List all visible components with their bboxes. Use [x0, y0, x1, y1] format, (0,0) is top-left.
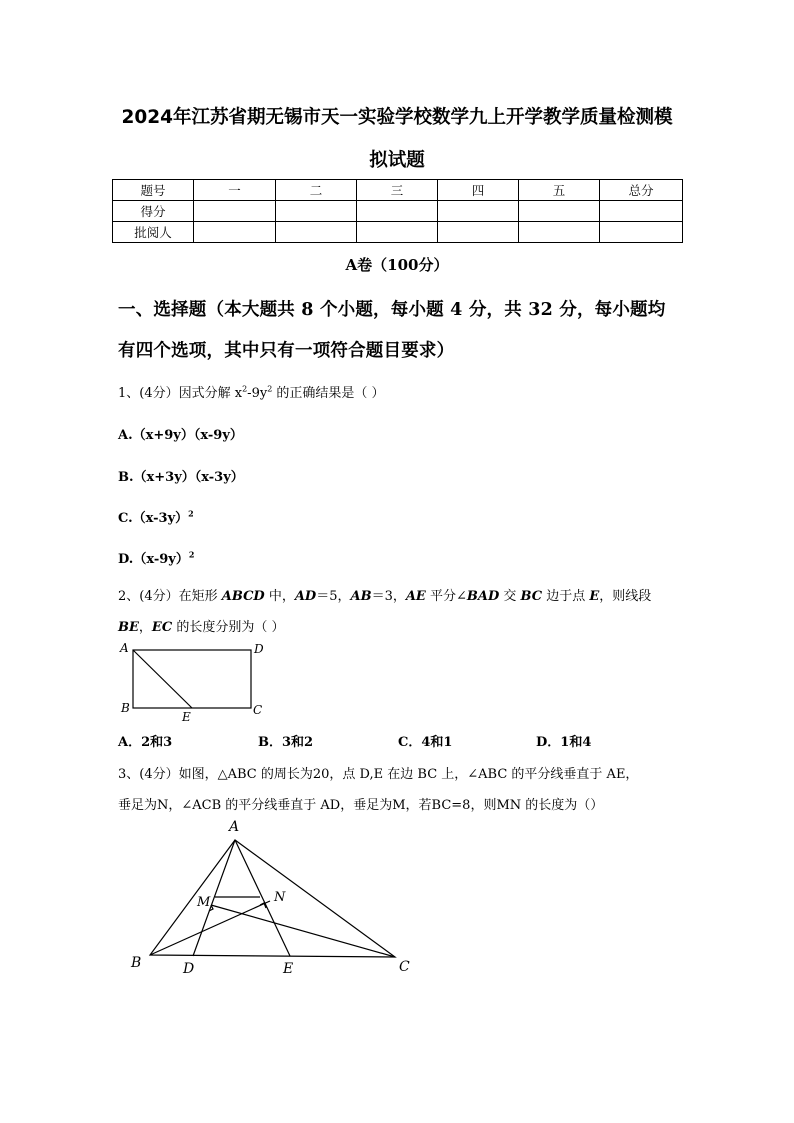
q1-option-c-exponent: 2 — [188, 508, 194, 519]
q1-option-d-exponent: 2 — [188, 549, 195, 560]
q1-exponent: 2 — [242, 384, 248, 394]
segment-ae — [133, 650, 192, 708]
q1-option-d[interactable] — [118, 548, 194, 567]
label-a: A — [229, 819, 240, 835]
q1-option-b[interactable]: B.（x+3y）（x-3y） — [118, 470, 244, 485]
label-d: D — [254, 642, 264, 656]
score-table-row — [113, 222, 683, 243]
score-table-header: 二 — [276, 180, 357, 201]
score-cell[interactable] — [438, 222, 519, 243]
q1-option-a[interactable]: A.（x+9y）（x-9y） — [118, 428, 243, 443]
score-cell[interactable] — [357, 201, 438, 222]
question-3-stem-line-2: 垂足为N，∠ACB 的平分线垂直于 AD，垂足为M，若BC=8，则MN 的长度为（） — [118, 798, 604, 813]
score-table — [112, 179, 683, 243]
label-e: E — [283, 961, 294, 977]
section-heading-line-1: 一、选择题（本大题共 8 个小题，每小题 4 分，共 32 分，每小题均 — [118, 300, 666, 320]
q1-option-c[interactable] — [118, 507, 194, 526]
q2-variable: AB — [350, 589, 372, 604]
label-a: A — [120, 641, 129, 655]
q1-text: 的正确结果是（ ） — [272, 386, 385, 401]
label-b: B — [131, 955, 142, 971]
q2-text: 2、(4分）在矩形 — [118, 589, 222, 604]
q1-text: -9y — [247, 386, 268, 401]
q1-exponent: 2 — [267, 384, 273, 394]
q2-variable: E — [589, 589, 600, 604]
q2-text: 的长度分别为（ ） — [172, 620, 285, 635]
score-cell[interactable] — [519, 222, 600, 243]
question-3-stem-line-1: 3、(4分）如图，△ABC 的周长为20，点 D,E 在边 BC 上，∠ABC 的平分线垂直于 AE， — [118, 767, 639, 782]
q3-triangle-figure — [125, 815, 425, 980]
q2-text: 交 — [499, 589, 521, 604]
rectangle-abcd — [133, 650, 251, 708]
score-table-row — [113, 201, 683, 222]
label-c: C — [399, 959, 410, 975]
q2-text: ，则线段 — [599, 589, 652, 604]
label-b: B — [121, 701, 130, 715]
q1-option-d-text: D.（x-9y） — [118, 552, 189, 567]
label-e: E — [182, 710, 191, 724]
score-table-header: 三 — [357, 180, 438, 201]
q2-variable: ABCD — [221, 589, 265, 604]
score-table-header: 五 — [519, 180, 600, 201]
q2-text: ＝5， — [316, 589, 351, 604]
page-title-line-2: 拟试题 — [369, 150, 425, 171]
q2-option-c[interactable]: C．4和1 — [398, 735, 453, 750]
q2-variable: AE — [405, 589, 426, 604]
triangle-abc — [150, 840, 395, 957]
label-n: N — [274, 890, 286, 905]
label-m: M — [197, 895, 211, 910]
q2-variable: BE — [118, 620, 139, 635]
q2-variable: AD — [294, 589, 317, 604]
q2-text: ＝3， — [371, 589, 406, 604]
q2-variable: EC — [151, 620, 173, 635]
question-2-stem-line-1 — [118, 585, 651, 604]
q2-text: ， — [138, 620, 152, 635]
question-1-stem — [118, 382, 385, 401]
score-table-header: 题号 — [113, 180, 194, 201]
bisector-c — [211, 905, 395, 957]
q2-text: 平分∠ — [425, 589, 467, 604]
score-table-header: 四 — [438, 180, 519, 201]
q2-variable: BC — [520, 589, 543, 604]
q2-option-d[interactable]: D．1和4 — [536, 735, 592, 750]
q2-text: 边于点 — [542, 589, 590, 604]
question-2-stem-line-2 — [118, 616, 284, 635]
page-title-line-1: 2024年江苏省期无锡市天一实验学校数学九上开学教学质量检测模 — [121, 107, 673, 128]
label-c: C — [253, 703, 263, 717]
score-table-row-label: 批阅人 — [113, 222, 194, 243]
q2-option-b[interactable]: B．3和2 — [258, 735, 314, 750]
score-cell[interactable] — [600, 201, 683, 222]
q2-rectangle-figure — [112, 638, 272, 726]
section-heading-line-2: 有四个选项，其中只有一项符合题目要求） — [118, 341, 455, 361]
score-cell[interactable] — [276, 201, 357, 222]
q1-text: 1、(4分）因式分解 x — [118, 386, 243, 401]
label-d: D — [183, 961, 195, 977]
score-table-header-row — [113, 180, 683, 201]
q1-option-c-text: C.（x-3y） — [118, 511, 189, 526]
score-table-header: 总分 — [600, 180, 683, 201]
score-table-row-label: 得分 — [113, 201, 194, 222]
score-cell[interactable] — [600, 222, 683, 243]
score-cell[interactable] — [194, 222, 276, 243]
score-cell[interactable] — [357, 222, 438, 243]
score-cell[interactable] — [519, 201, 600, 222]
score-cell[interactable] — [276, 222, 357, 243]
volume-label: A卷（100分） — [345, 256, 449, 274]
q2-text: 中， — [264, 589, 295, 604]
score-table-header: 一 — [194, 180, 276, 201]
q2-variable: BAD — [466, 589, 500, 604]
score-cell[interactable] — [194, 201, 276, 222]
q2-option-a[interactable]: A．2和3 — [118, 735, 173, 750]
score-cell[interactable] — [438, 201, 519, 222]
